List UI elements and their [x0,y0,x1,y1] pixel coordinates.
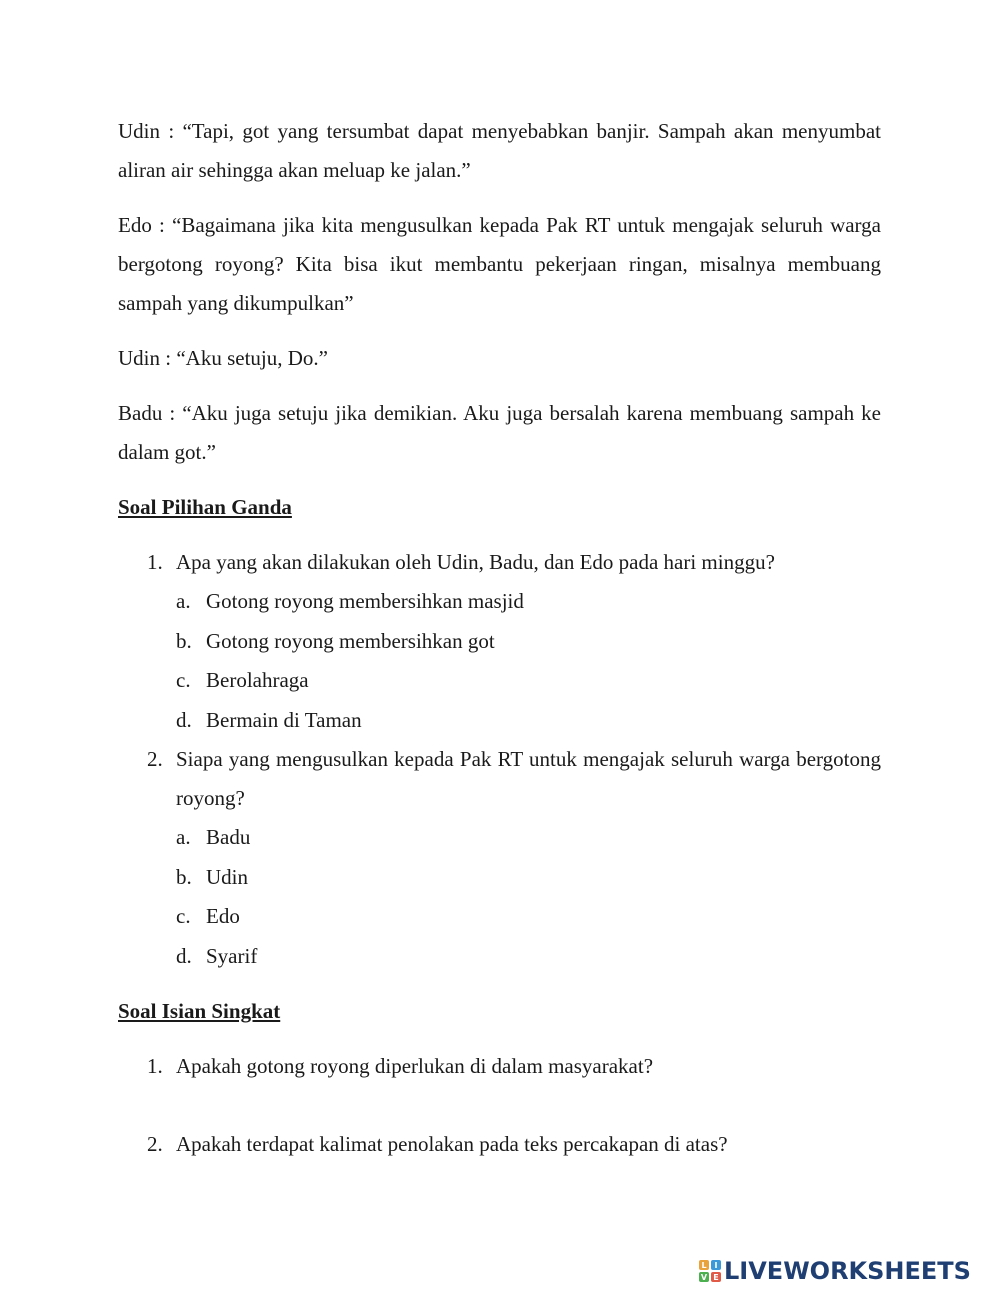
option-text: Gotong royong membersihkan masjid [206,589,524,613]
option-text: Gotong royong membersihkan got [206,628,495,653]
option-letter: c. [176,904,191,928]
multiple-choice-heading: Soal Pilihan Ganda [118,495,292,519]
dialogue-line-edo: Edo : “Bagaimana jika kita mengusulkan kepada Pak RT untuk mengajak seluruh warga bergotong royong? Kita bisa ikut membantu pekerjaan ringan, misalnya membuang sampah yang dikumpulkan” [118,213,881,315]
mc-q1-option-d[interactable] [118,701,881,741]
sa-question-2 [118,1125,881,1164]
mc-q2-option-c[interactable] [118,897,881,937]
sa-question-1 [118,1047,881,1086]
dialogue-line-badu: Badu : “Aku juga setuju jika demikian. Aku juga bersalah karena membuang sampah ke dalam got.” [118,401,881,464]
option-letter: b. [176,864,192,889]
logo-mark-icon [699,1260,721,1282]
mc-q1-option-c[interactable] [118,661,881,701]
logo-tile-l: L [699,1260,709,1270]
logo-tile-e: E [711,1272,721,1282]
option-letter: b. [176,628,192,653]
mc-q2-option-a[interactable] [118,818,881,858]
question-text: Siapa yang mengusulkan kepada Pak RT untuk mengajak seluruh warga bergotong royong? [176,747,881,810]
multiple-choice-list [118,543,881,976]
question-number: 1. [147,550,163,574]
mc-q2-option-b[interactable] [118,858,881,898]
mc-q1-option-b[interactable] [118,622,881,662]
option-text: Bermain di Taman [206,707,362,732]
option-text: Udin [206,864,248,889]
question-number: 1. [147,1054,163,1078]
mc-question-2 [118,740,881,818]
logo-text: LIVEWORKSHEETS [724,1257,971,1285]
option-text: Badu [206,825,251,849]
option-letter: d. [176,943,192,968]
worksheet-page [118,112,881,1164]
option-text: Syarif [206,943,258,968]
option-letter: a. [176,589,191,613]
question-text: Apa yang akan dilakukan oleh Udin, Badu, dan Edo pada hari minggu? [176,550,775,574]
dialogue-line-udin-1: Udin : “Tapi, got yang tersumbat dapat menyebabkan banjir. Sampah akan menyumbat aliran air sehingga akan meluap ke jalan.” [118,119,881,182]
question-text: Apakah gotong royong diperlukan di dalam masyarakat? [176,1054,654,1078]
option-letter: c. [176,668,191,692]
question-number: 2. [147,747,163,771]
mc-q2-option-d[interactable] [118,937,881,977]
option-letter: d. [176,707,192,732]
mc-question-1 [118,543,881,582]
question-number: 2. [147,1132,163,1156]
option-text: Berolahraga [206,668,309,692]
dialogue-line-udin-2: Udin : “Aku setuju, Do.” [118,346,328,370]
logo-tile-v: V [700,1272,708,1282]
option-text: Edo [206,904,240,928]
answer-space [118,1086,881,1125]
short-answer-heading: Soal Isian Singkat [118,999,281,1023]
option-letter: a. [176,825,191,849]
logo-tile-i: I [711,1260,721,1270]
liveworksheets-logo [699,1256,971,1286]
mc-q1-option-a[interactable] [118,582,881,622]
question-text: Apakah terdapat kalimat penolakan pada teks percakapan di atas? [176,1132,728,1156]
